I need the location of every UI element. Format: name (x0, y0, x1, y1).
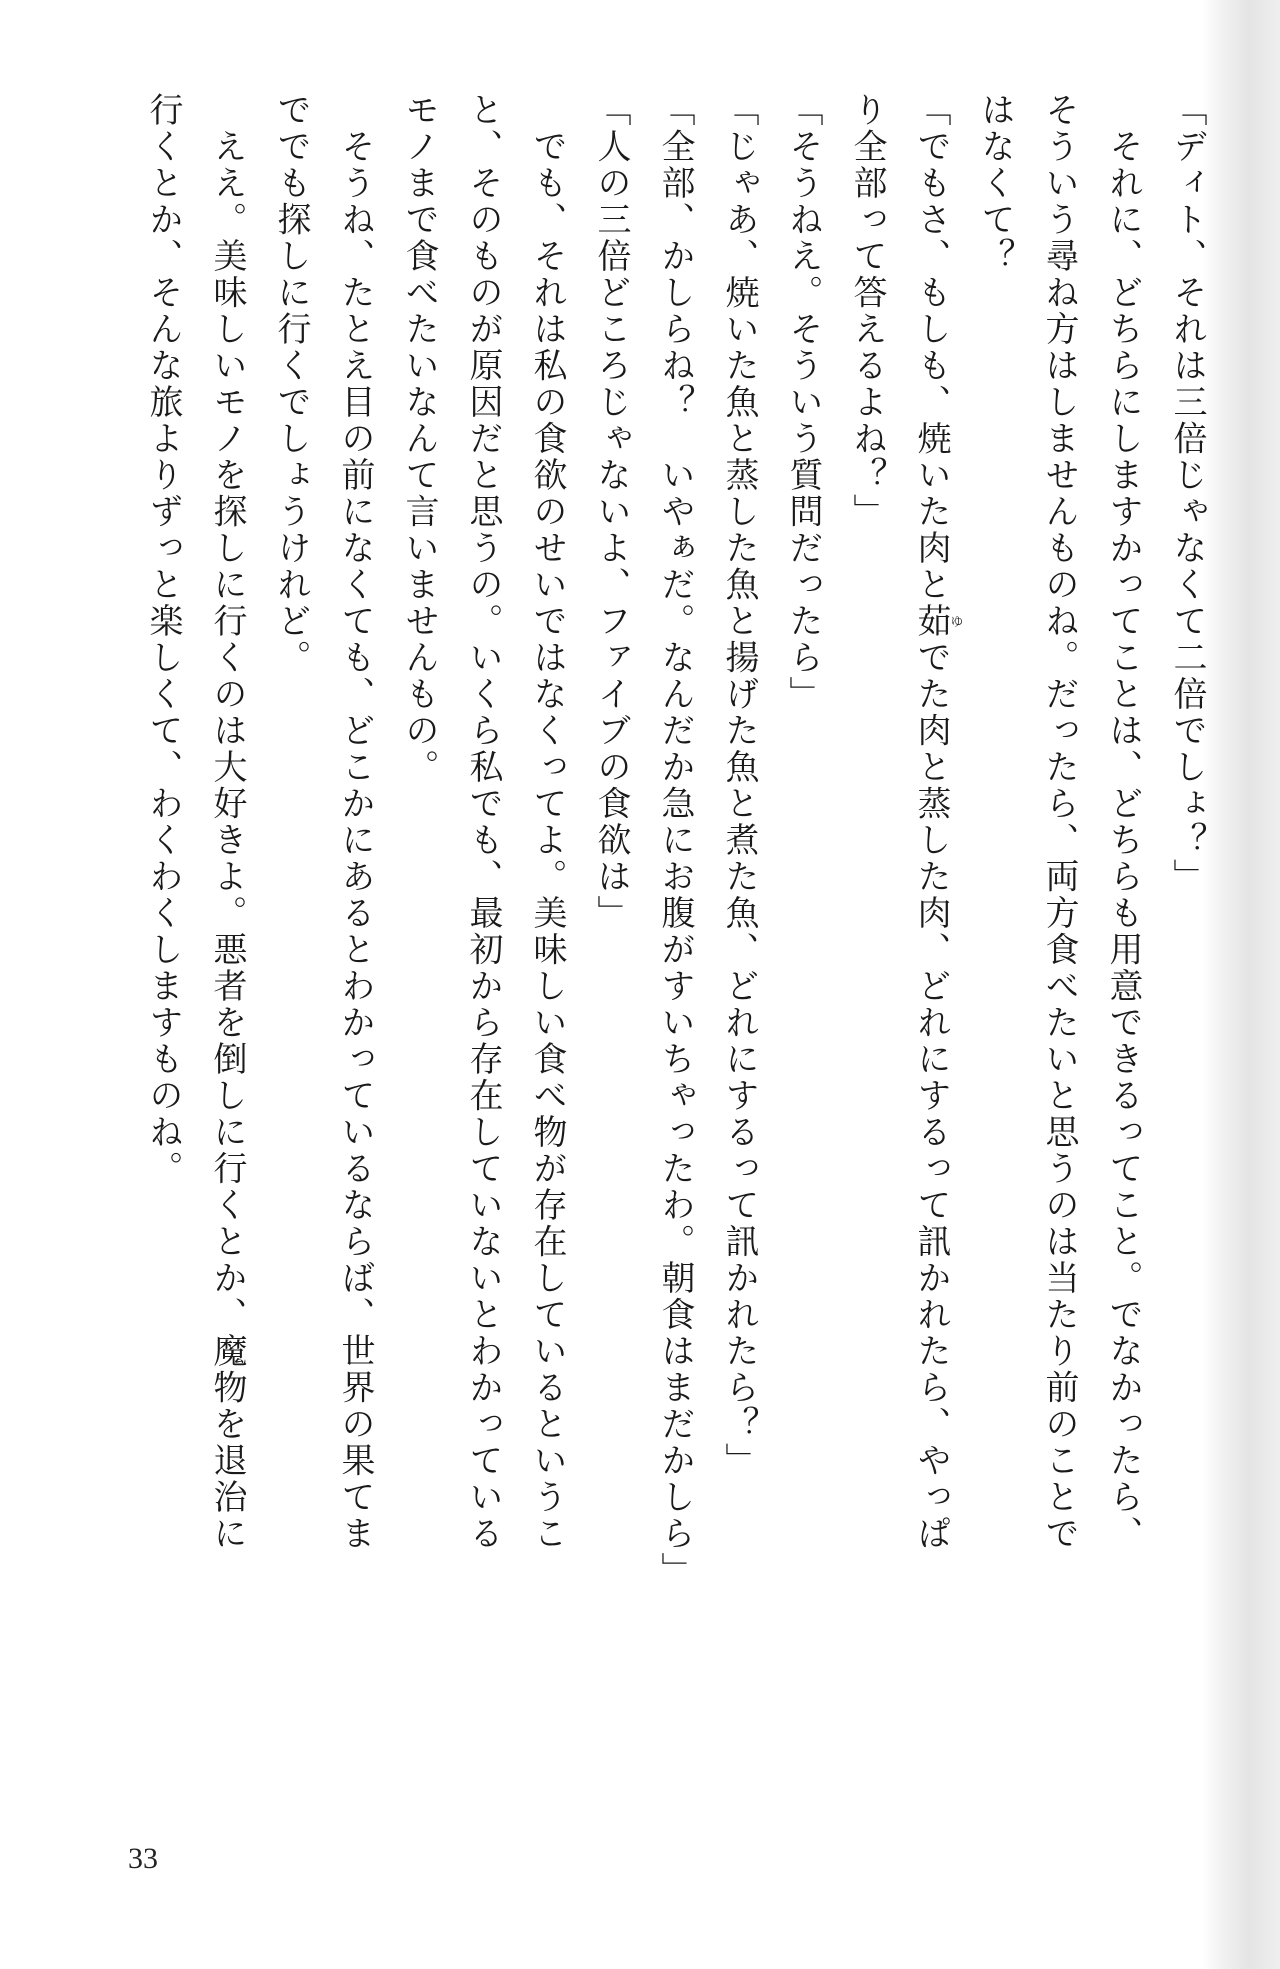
ruby-base: 茹 (911, 603, 951, 640)
vertical-body-text (131, 92, 1219, 1602)
text-segment: 「でもさ、もしも、焼いた肉と (911, 92, 951, 603)
text-line: モノまで食べたいなんて言いませんもの。 (399, 92, 439, 786)
text-line: そうね、たとえ目の前になくても、どこかにあるとわかっているならば、世界の果てま (335, 92, 375, 1552)
text-line: り全部って答えるよね？」 (847, 92, 887, 530)
page-number: 33 (128, 1842, 158, 1875)
ruby-reading: ゆ (947, 603, 963, 640)
text-line: 行くとか、そんな旅よりずっと楽しくて、わくわくしますものね。 (143, 92, 183, 1187)
text-line: そういう尋ね方はしませんものね。だったら、両方食べたいと思うのは当たり前のことで (1039, 92, 1079, 1552)
text-line: 「ディト、それは三倍じゃなくて二倍でしょ？」 (1167, 92, 1207, 895)
text-line: ええ。美味しいモノを探しに行くのは大好きよ。悪者を倒しに行くとか、魔物を退治に (207, 92, 247, 1552)
text-line-with-ruby (899, 92, 963, 1602)
text-line: 「じゃあ、焼いた魚と蒸した魚と揚げた魚と煮た魚、どれにするって訊かれたら？」 (719, 92, 759, 1479)
text-line: それに、どちらにしますかってことは、どちらも用意できるってこと。でなかったら、 (1103, 92, 1143, 1552)
text-line: 「人の三倍どころじゃないよ、ファイブの食欲は」 (591, 92, 631, 932)
text-segment: でた肉と蒸した肉、どれにするって訊かれたら、やっぱ (911, 639, 951, 1552)
text-line: はなくて？ (975, 92, 1015, 275)
ruby-word (911, 603, 963, 640)
text-line: でも、それは私の食欲のせいではなくってよ。美味しい食べ物が存在しているというこ (527, 92, 567, 1552)
text-line: ででも探しに行くでしょうけれど。 (271, 92, 311, 676)
text-line: 「そうねえ。そういう質問だったら」 (783, 92, 823, 713)
text-line: と、そのものが原因だと思うの。いくら私でも、最初から存在していないとわかっている (463, 92, 503, 1552)
text-line: 「全部、かしらね？ いやぁだ。なんだか急にお腹がすいちゃったわ。朝食はまだかしら」 (655, 92, 695, 1589)
